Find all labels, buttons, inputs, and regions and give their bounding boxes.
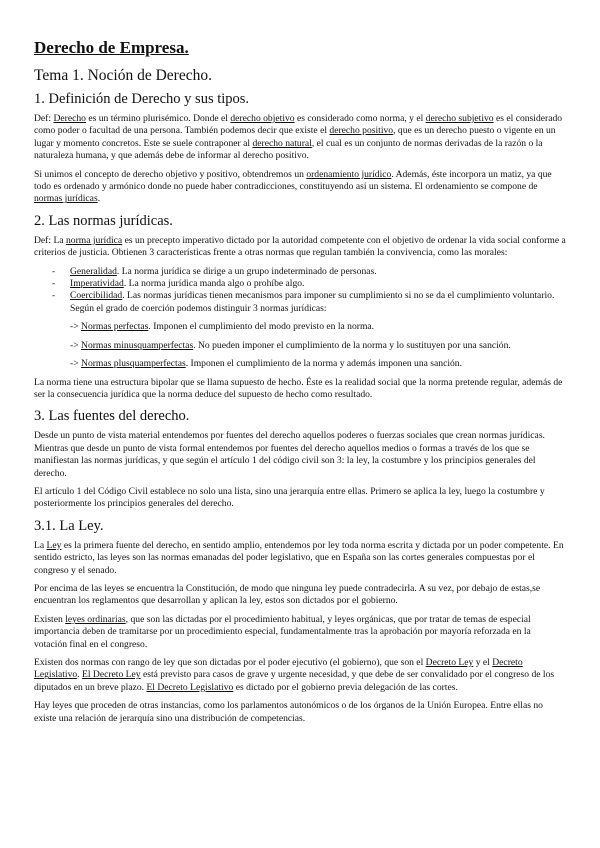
term-derecho-natural: derecho natural xyxy=(252,137,312,149)
characteristics-list xyxy=(34,266,566,316)
term-decreto-ley: Decreto Ley xyxy=(425,657,474,668)
term-derecho: Derecho xyxy=(53,113,86,124)
list-item-text: . La norma jurídica se dirige a un grupo indeterminado de personas. xyxy=(116,265,377,277)
section-3-paragraph-2: El artículo 1 del Código Civil establece no solo una lista, sino una jerarquía entre ellas. Primero se aplica la ley, luego la costumbre y posteriormente los principios generales del derecho. xyxy=(34,485,545,510)
term-ordenamiento-juridico: ordenamiento jurídico xyxy=(306,168,392,180)
section-1-heading: 1. Definición de Derecho y sus tipos. xyxy=(34,91,250,107)
arrow-marker: -> xyxy=(70,358,82,370)
term-leyes-ordinarias: leyes ordinarias xyxy=(65,613,126,625)
sub-item xyxy=(70,358,566,370)
term-derecho-objetivo: derecho objetivo xyxy=(230,113,295,124)
term-derecho-positivo: derecho positivo xyxy=(329,125,394,137)
list-item xyxy=(34,278,566,290)
section-3-1-paragraph-5: Hay leyes que proceden de otras instancias, como los parlamentos autonómicos o de los órganos de la Unión Europea. Entre ellas no existe una relación de jerarquía sino una distribución de competencias. xyxy=(34,700,543,724)
section-3-paragraph-1: Desde un punto de vista material entendemos por fuentes del derecho aquellos poderes o fuerzas sociales que crean normas jurídicas. Mientras que desde un punto de vista formal entendemos por fuentes del derecho aquellos medios o formas a través de los que se manifiestan las normas jurídicas, y que según el artículo 1 del código civil son 3: la ley, la costumbre y los principios generales del derecho. xyxy=(34,430,545,479)
term-derecho-subjetivo: derecho subjetivo xyxy=(425,113,494,124)
text-span: , que es un derecho puesto o vigente en un lugar y momento concretos. Este se suele contraponer al xyxy=(34,125,556,149)
sub-item xyxy=(70,340,566,352)
text-span: es dictado por el gobierno previa delegación de las cortes. xyxy=(233,681,458,693)
section-3-1-paragraph-2: Por encima de las leyes se encuentra la Constitución, de modo que ninguna ley puede contradecirla. A su vez, por debajo de estas,se encuentran los reglamentos que desarrollan y aplican la ley, estos son dictados por el gobierno. xyxy=(34,582,541,607)
list-item xyxy=(34,266,566,278)
sub-item-term: Normas plusquamperfectas xyxy=(81,358,186,370)
term-el-decreto-ley: El Decreto Ley xyxy=(81,669,141,681)
tema-title: Tema 1. Noción de Derecho. xyxy=(34,67,212,84)
text-span: y el xyxy=(473,657,493,668)
term-ley: Ley xyxy=(46,539,62,551)
section-1-paragraph-1 xyxy=(34,113,566,163)
text-span: Si unimos el concepto de derecho objetivo y positivo, obtendremos un xyxy=(34,168,307,180)
text-span: . Además, éste incorpora un matiz, ya que todo es ordenado y armónico donde no puede haber contradicciones, constituyendo así un sistema. El ordenamiento se compone de xyxy=(34,168,552,193)
list-item-term: Generalidad xyxy=(70,265,117,277)
term-norma-juridica: norma jurídica xyxy=(65,234,123,246)
text-span: . xyxy=(77,669,82,681)
section-3-1-paragraph-4 xyxy=(34,657,566,694)
section-2-paragraph-2: La norma tiene una estructura bipolar que se llama supuesto de hecho. Éste es la realidad social que la norma pretende regular, además de ser la consecuencia jurídica que la norma deduce del supuesto de hecho como resultado. xyxy=(34,376,563,400)
section-3-1-heading: 3.1. La Ley. xyxy=(34,517,104,534)
text-span: es la primera fuente del derecho, en sentido amplio, entendemos por ley toda norma escrita y dictada por un poder competente. En sentido estricto, las leyes son las normas emanadas del poder legislativo, que en España son las cortes generales compuestas por el congreso y el senado. xyxy=(34,539,564,576)
sub-item-text: . Imponen el cumplimiento del modo previsto en la norma. xyxy=(148,321,375,333)
text-span: es un término plurisémico. Donde el xyxy=(85,113,231,124)
text-span: Def: xyxy=(34,113,54,124)
section-3-1-paragraph-3 xyxy=(34,614,566,651)
text-span: La xyxy=(34,539,47,551)
sub-item xyxy=(70,321,566,333)
sub-item-text: . Imponen el cumplimiento de la norma y además imponen una sanción. xyxy=(185,358,462,370)
text-span: Def: La xyxy=(34,234,66,246)
text-span: Existen dos normas con rango de ley que son dictadas por el poder ejecutivo (el gobierno), que son el xyxy=(34,657,426,668)
text-span: , que son las dictadas por el procedimiento habitual, y leyes orgánicas, que por tratar de temas de especial importancia deben de tramitarse por un procedimiento especial, fundamentalmente tras la aprobación por mayoría reforzada en la votación final en el congreso. xyxy=(34,613,531,650)
arrow-marker: -> xyxy=(70,339,82,351)
term-el-decreto-legislativo: El Decreto Legislativo xyxy=(146,681,234,693)
text-span: es un precepto imperativo dictado por la autoridad competente con el objetivo de ordenar la vida social conforme a criterios de justicia. Obtienen 3 características frente a otras normas que regulan también la convivencia, como las morales: xyxy=(34,234,566,259)
text-span: , el cual es un conjunto de normas derivadas de la razón o la naturaleza humana, y que además debe de informar al derecho positivo. xyxy=(34,137,543,162)
list-item-term: Imperatividad xyxy=(70,278,124,290)
term-decreto-legislativo: Decreto Legislativo xyxy=(34,657,523,681)
text-span: . xyxy=(97,193,101,205)
sub-item-text: . No pueden imponer el cumplimiento de la norma y lo sustituyen por una sanción. xyxy=(193,339,511,351)
section-1-paragraph-2 xyxy=(34,169,566,206)
sub-item-term: Normas perfectas xyxy=(81,321,149,333)
sub-item-term: Normas minusquamperfectas xyxy=(81,339,194,351)
text-span: Existen xyxy=(34,613,66,625)
text-span: es el considerado como poder o facultad de una persona. También podemos decir que existe el xyxy=(34,113,563,137)
list-item xyxy=(34,290,566,315)
text-span: es considerado como norma, y el xyxy=(294,113,426,124)
list-item-text: . Las normas jurídicas tienen mecanismos para imponer su cumplimiento si no se da el cumplimiento voluntario. Según el grado de coerción podemos distinguir 3 normas jurídicas: xyxy=(70,290,555,314)
section-3-heading: 3. Las fuentes del derecho. xyxy=(34,408,190,425)
section-2-heading: 2. Las normas jurídicas. xyxy=(34,212,173,229)
section-2-paragraph-1 xyxy=(34,235,566,260)
term-normas-juridicas: normas jurídicas xyxy=(34,193,98,205)
list-item-term: Coercibilidad xyxy=(70,290,123,302)
text-span: está previsto para casos de grave y urgente necesidad, y que debe de ser convalidado por el congreso de los diputados en un breve plazo. xyxy=(34,669,555,693)
list-item-text: . La norma jurídica manda algo o prohíbe algo. xyxy=(123,278,305,290)
arrow-marker: -> xyxy=(70,321,82,333)
document-title: Derecho de Empresa. xyxy=(34,38,189,57)
section-3-1-paragraph-1 xyxy=(34,540,566,577)
